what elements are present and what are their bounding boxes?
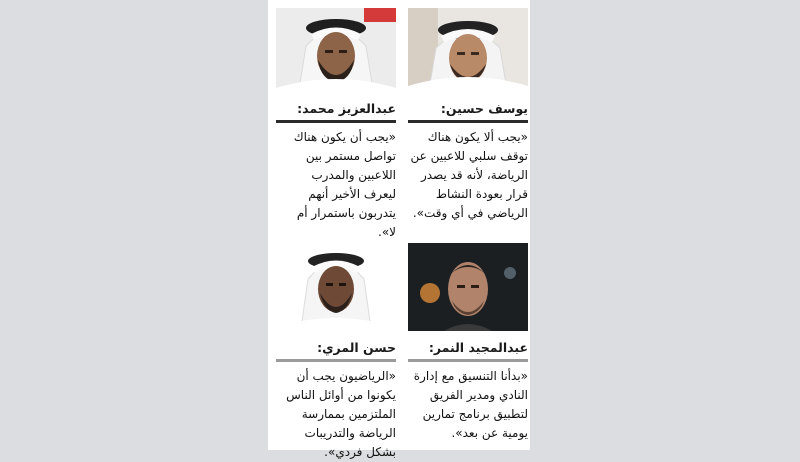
person-name: يوسف حسين: bbox=[440, 101, 528, 116]
portrait-man-ghutra-image bbox=[276, 243, 396, 331]
person-name: عبدالعزيز محمد: bbox=[297, 101, 396, 116]
portrait-photo bbox=[408, 8, 528, 96]
portrait-photo bbox=[276, 243, 396, 331]
divider bbox=[408, 120, 528, 123]
portrait-photo bbox=[408, 243, 528, 331]
person-name: عبدالمجيد النمر: bbox=[428, 340, 528, 355]
portrait-photo bbox=[276, 8, 396, 96]
article-column bbox=[268, 0, 530, 459]
portrait-man-ghutra-image bbox=[276, 8, 396, 96]
person-quote: «بدأنا التنسيق مع إدارة النادي ومدير الفريق لتطبيق برنامج تمارين يومية عن بعد». bbox=[413, 369, 528, 440]
divider bbox=[276, 120, 396, 123]
portrait-man-dark-bg-image bbox=[408, 243, 528, 331]
person-quote: «يجب أن يكون هناك تواصل مستمر بين اللاعبين والمدرب ليعرف الأخير أنهم يتدربون باستمرار أم لا». bbox=[293, 130, 396, 239]
divider bbox=[276, 359, 396, 362]
person-quote: «الرياضيون يجب أن يكونوا من أوائل الناس الملتزمين بممارسة الرياضة والتدريبات بشكل فردي». bbox=[286, 369, 396, 459]
portrait-man-ghutra-image bbox=[408, 8, 528, 96]
divider bbox=[408, 359, 528, 362]
person-name: حسن المري: bbox=[317, 340, 396, 355]
person-quote: «يجب ألا يكون هناك توقف سلبي للاعبين عن الرياضة، لأنه قد يصدر قرار بعودة النشاط الرياضي في أي وقت». bbox=[410, 130, 528, 220]
